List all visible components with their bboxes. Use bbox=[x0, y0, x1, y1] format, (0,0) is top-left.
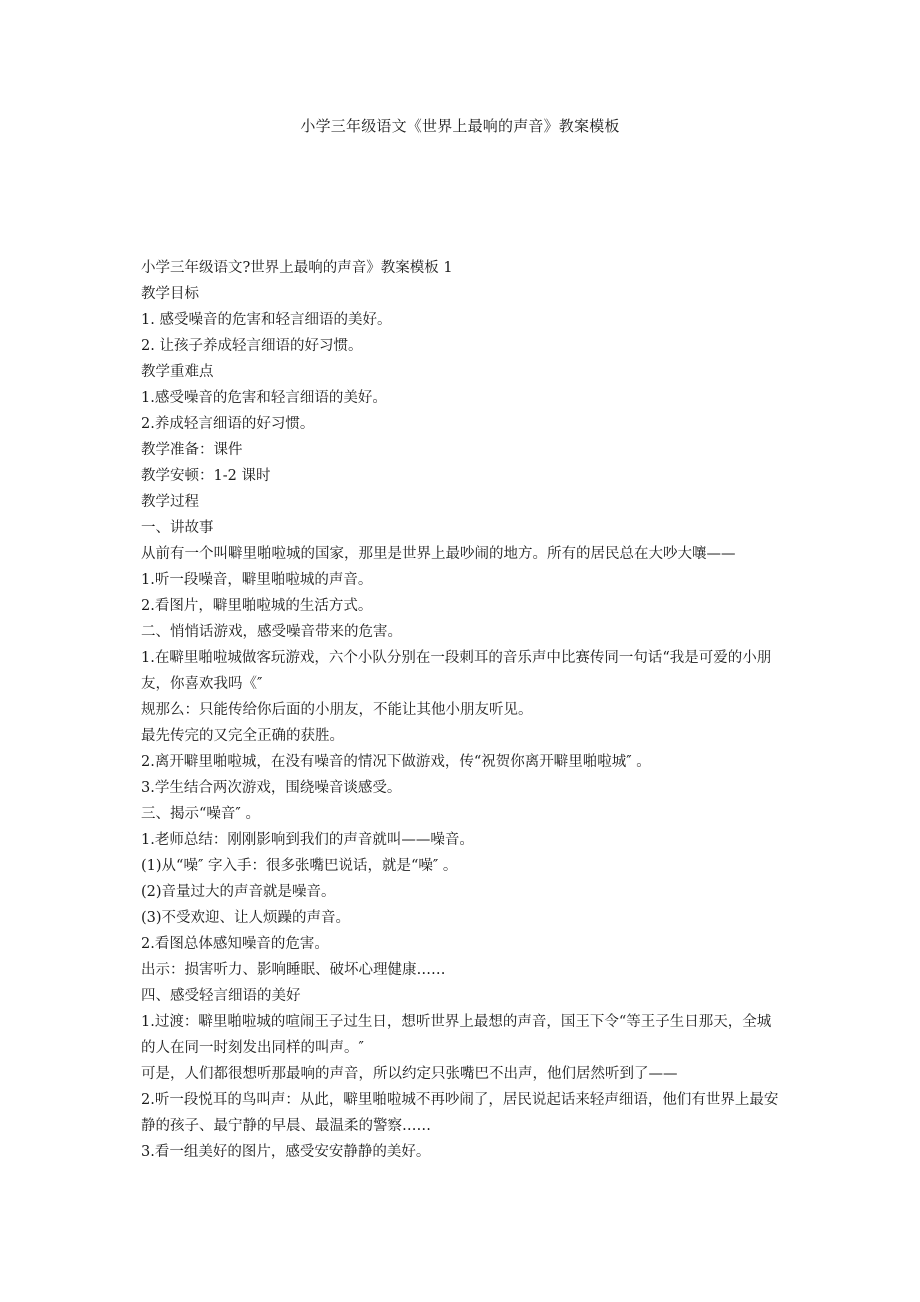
paragraph: 1.过渡：噼里啪啦城的喧闹王子过生日，想听世界上最想的声音，国王下令“等王子生日那天，全城的人在同一时刻发出同样的叫声。″ bbox=[141, 1014, 772, 1056]
paragraph: 2.养成轻言细语的好习惯。 bbox=[141, 416, 315, 432]
paragraph: 2.看图片，噼里啪啦城的生活方式。 bbox=[141, 598, 373, 614]
paragraph: 教学准备：课件 bbox=[141, 442, 243, 458]
paragraph: 二、悄悄话游戏，感受噪音带来的危害。 bbox=[141, 624, 402, 640]
paragraph: 三、揭示“噪音″ 。 bbox=[141, 806, 260, 822]
paragraph: (3)不受欢迎、让人烦躁的声音。 bbox=[141, 910, 351, 926]
paragraph: 2.听一段悦耳的鸟叫声：从此，噼里啪啦城不再吵闹了，居民说起话来轻声细语，他们有世界上最安静的孩子、最宁静的早晨、最温柔的警察…… bbox=[141, 1092, 779, 1134]
paragraph: 教学目标 bbox=[141, 286, 199, 302]
document-title: 小学三年级语文《世界上最响的声音》教案模板 bbox=[300, 117, 620, 135]
paragraph: 四、感受轻言细语的美好 bbox=[141, 988, 301, 1004]
paragraph: 1.在噼里啪啦城做客玩游戏，六个小队分别在一段刺耳的音乐声中比赛传同一句话“我是可爱的小朋友，你喜欢我吗《″ bbox=[141, 650, 772, 692]
paragraph: 教学重难点 bbox=[141, 364, 214, 380]
paragraph: 出示：损害听力、影响睡眠、破坏心理健康…… bbox=[141, 962, 446, 978]
paragraph: (1)从“噪″ 字入手：很多张嘴巴说话，就是“噪″ 。 bbox=[141, 858, 458, 874]
paragraph: 3.看一组美好的图片，感受安安静静的美好。 bbox=[141, 1144, 431, 1160]
paragraph: 1.感受噪音的危害和轻言细语的美好。 bbox=[141, 390, 387, 406]
paragraph: 2.看图总体感知噪音的危害。 bbox=[141, 936, 329, 952]
paragraph: 可是，人们都很想听那最响的声音，所以约定只张嘴巴不出声，他们居然听到了—— bbox=[141, 1066, 678, 1082]
paragraph: 1.老师总结：刚刚影响到我们的声音就叫——噪音。 bbox=[141, 832, 474, 848]
paragraph: 规那么：只能传给你后面的小朋友，不能让其他小朋友听见。 bbox=[141, 702, 533, 718]
paragraph: 1.听一段噪音，噼里啪啦城的声音。 bbox=[141, 572, 373, 588]
paragraph: 3.学生结合两次游戏，围绕噪音谈感受。 bbox=[141, 780, 402, 796]
paragraph: 2.离开噼里啪啦城，在没有噪音的情况下做游戏，传“祝贺你离开噼里啪啦城″ 。 bbox=[141, 754, 651, 770]
paragraph: 从前有一个叫噼里啪啦城的国家，那里是世界上最吵闹的地方。所有的居民总在大吵大嚷—— bbox=[141, 546, 736, 562]
document-body bbox=[141, 255, 783, 1165]
paragraph: 最先传完的又完全正确的获胜。 bbox=[141, 728, 344, 744]
paragraph: (2)音量过大的声音就是噪音。 bbox=[141, 884, 336, 900]
paragraph: 1. 感受噪音的危害和轻言细语的美好。 bbox=[141, 312, 392, 328]
paragraph: 教学安顿：1-2 课时 bbox=[141, 468, 271, 484]
paragraph: 2. 让孩子养成轻言细语的好习惯。 bbox=[141, 338, 363, 354]
paragraph: 小学三年级语文?世界上最响的声音》教案模板 1 bbox=[141, 260, 453, 276]
paragraph: 一、讲故事 bbox=[141, 520, 214, 536]
paragraph: 教学过程 bbox=[141, 494, 199, 510]
